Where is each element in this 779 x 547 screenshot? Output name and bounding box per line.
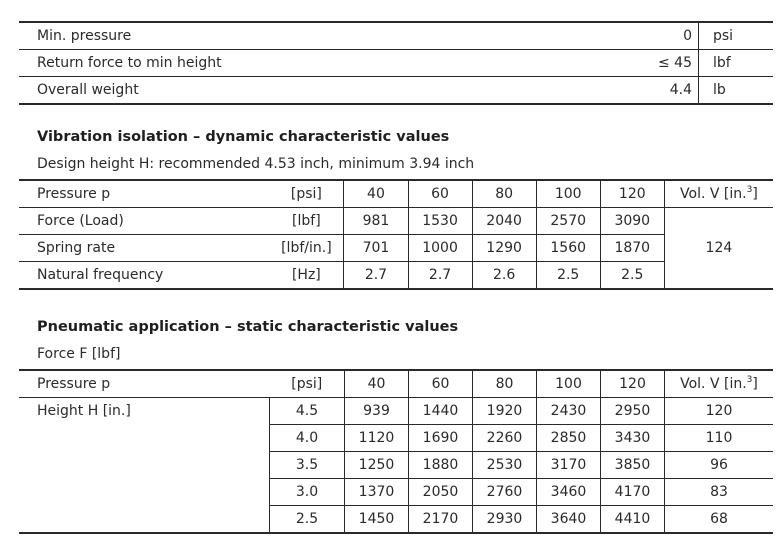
spec-label: Return force to min height (19, 50, 592, 77)
spec-label: Overall weight (37, 82, 139, 98)
table-cell: 981 (344, 208, 408, 235)
table-cell: 1250 (345, 452, 409, 479)
row-label: Force (Load) (19, 208, 269, 235)
table-cell: 1000 (408, 235, 472, 262)
table-cell: 1560 (536, 235, 600, 262)
table-cell: 2760 (473, 479, 537, 506)
table-cell: 3090 (600, 208, 664, 235)
table-cell: 1370 (345, 479, 409, 506)
pressure-header: 60 (409, 370, 473, 398)
volume-cell: 96 (665, 452, 774, 479)
volume-cell: 68 (665, 506, 774, 534)
table-row (19, 262, 773, 290)
pressure-unit: [psi] (270, 370, 345, 398)
dynamic-section-title: Vibration isolation – dynamic characteristic values (37, 129, 450, 145)
pressure-label: Pressure p (19, 370, 270, 398)
height-cell: 2.5 (270, 506, 345, 534)
table-cell: 3460 (537, 479, 601, 506)
row-unit: [lbf/in.] (269, 235, 344, 262)
table-header-row (19, 370, 773, 398)
spec-value: 4.4 (592, 77, 699, 105)
table-cell: 2950 (601, 398, 665, 425)
table-cell: 1920 (473, 398, 537, 425)
table-cell: 701 (344, 235, 408, 262)
table-cell: 3640 (537, 506, 601, 534)
pressure-header: 100 (536, 180, 600, 208)
table-cell: 2050 (409, 479, 473, 506)
table-cell: 4410 (601, 506, 665, 534)
table-cell: 2570 (536, 208, 600, 235)
volume-cell: 110 (665, 425, 774, 452)
table-cell: 1690 (409, 425, 473, 452)
row-label: Natural frequency (37, 267, 164, 283)
static-section-subtitle: Force F [lbf] (37, 346, 121, 362)
height-cell: 4.5 (270, 398, 345, 425)
pressure-header: 100 (537, 370, 601, 398)
height-cell: 4.0 (270, 425, 345, 452)
dynamic-section-subtitle: Design height H: recommended 4.53 inch, minimum 3.94 inch (37, 156, 475, 172)
pressure-header: 60 (408, 180, 472, 208)
pressure-header: 120 (601, 370, 665, 398)
height-cell: 3.5 (270, 452, 345, 479)
height-label: Height H [in.] (37, 403, 131, 419)
table-cell: 1530 (408, 208, 472, 235)
row-unit: [Hz] (291, 267, 321, 283)
table-cell: 2430 (537, 398, 601, 425)
table-header-row (19, 180, 773, 208)
pressure-unit: [psi] (269, 180, 344, 208)
height-cell: 3.0 (270, 479, 345, 506)
table-row (19, 208, 773, 235)
pressure-header: 80 (473, 370, 537, 398)
table-cell: 2.7 (408, 262, 472, 290)
spec-unit: lb (713, 82, 726, 98)
table-cell: 1440 (409, 398, 473, 425)
table-cell: 2.5 (600, 262, 664, 290)
table-cell: 4170 (601, 479, 665, 506)
pressure-header: 40 (344, 180, 408, 208)
table-cell: 2170 (409, 506, 473, 534)
volume-header: Vol. V [in.$^3$] (665, 370, 774, 398)
static-section-title: Pneumatic application – static characteristic values (37, 319, 459, 335)
table-row (19, 235, 773, 262)
table-cell: 939 (345, 398, 409, 425)
pressure-header: 80 (472, 180, 536, 208)
table-cell: 2.5 (536, 262, 600, 290)
table-cell: 2530 (473, 452, 537, 479)
table-row (19, 50, 773, 77)
table-row (19, 77, 773, 105)
spec-value: 0 (592, 22, 699, 50)
spec-unit: lbf (699, 50, 774, 77)
table-cell: 2040 (472, 208, 536, 235)
spec-table (19, 21, 773, 105)
spec-unit: psi (699, 22, 774, 50)
volume-cell: 124 (664, 208, 773, 290)
table-cell: 3170 (537, 452, 601, 479)
row-unit: [lbf] (269, 208, 344, 235)
table-cell: 2930 (473, 506, 537, 534)
spec-value: ≤ 45 (592, 50, 699, 77)
table-row (19, 398, 773, 425)
table-cell: 1290 (472, 235, 536, 262)
table-cell: 1870 (600, 235, 664, 262)
row-label: Spring rate (19, 235, 269, 262)
volume-header: Vol. V [in.$^3$] (664, 180, 773, 208)
pressure-header: 120 (600, 180, 664, 208)
table-cell: 2.7 (344, 262, 408, 290)
volume-cell: 120 (665, 398, 774, 425)
table-row (19, 22, 773, 50)
table-cell: 2850 (537, 425, 601, 452)
table-cell: 3430 (601, 425, 665, 452)
table-cell: 3850 (601, 452, 665, 479)
pressure-header: 40 (345, 370, 409, 398)
table-cell: 1120 (345, 425, 409, 452)
pressure-label: Pressure p (19, 180, 269, 208)
table-cell: 2.6 (472, 262, 536, 290)
table-cell: 1450 (345, 506, 409, 534)
spec-label: Min. pressure (19, 22, 592, 50)
table-cell: 1880 (409, 452, 473, 479)
static-values-table (19, 369, 773, 534)
table-cell: 2260 (473, 425, 537, 452)
volume-cell: 83 (665, 479, 774, 506)
dynamic-values-table (19, 179, 773, 290)
